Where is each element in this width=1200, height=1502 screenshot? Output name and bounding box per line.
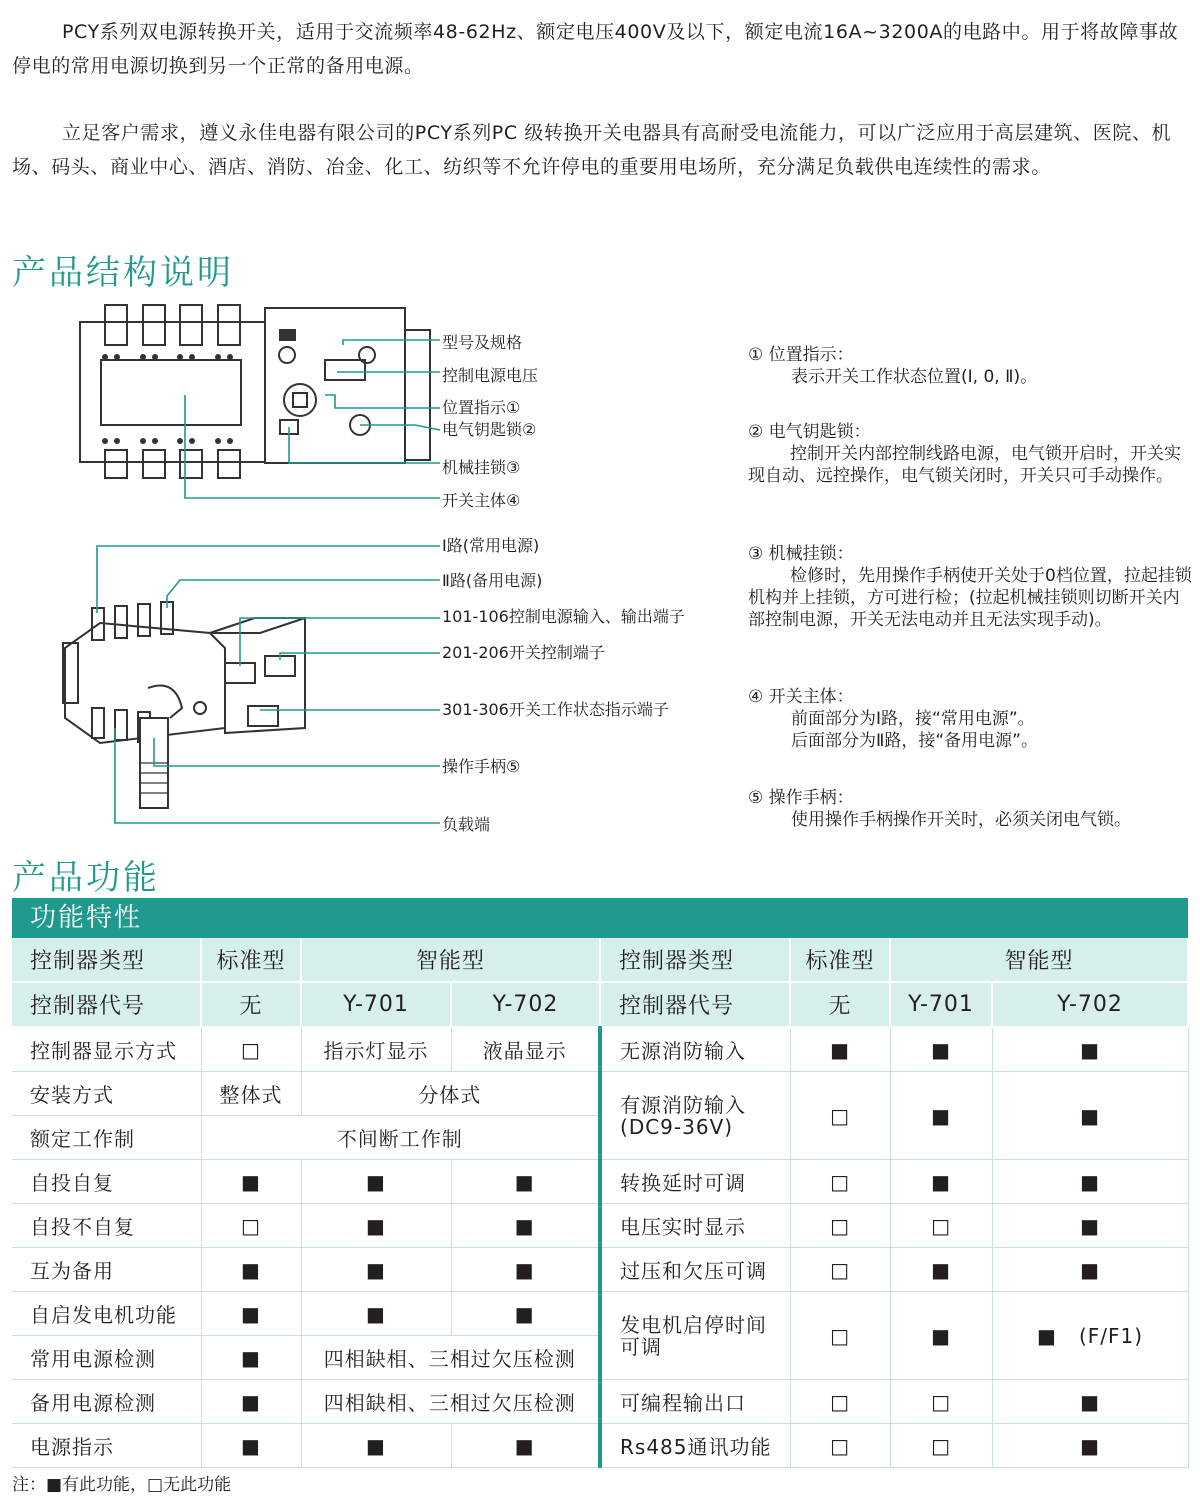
table-row: 自投不自复 □ ■ ■ 电压实时显示 □ □ ■: [12, 1204, 1188, 1248]
table-row: 互为备用 ■ ■ ■ 过压和欠压可调 □ ■ ■: [12, 1248, 1188, 1292]
table-row: 控制器显示方式 □ 指示灯显示 液晶显示 无源消防输入 ■ ■ ■: [12, 1027, 1188, 1072]
label-terminals-301-306: 301-306开关工作状态指示端子: [442, 700, 669, 719]
label-terminals-201-206: 201-206开关控制端子: [442, 643, 605, 662]
label-switch-body: 开关主体④: [442, 491, 521, 510]
label-load-end: 负载端: [442, 815, 491, 834]
table-row: 安装方式 整体式 分体式 有源消防输入 (DC9-36V) □ ■ ■: [12, 1072, 1188, 1116]
intro-paragraph-2: 立足客户需求，遵义永佳电器有限公司的PCY系列PC 级转换开关电器具有高耐受电流能力，可以广泛应用于高层建筑、医院、机场、码头、商业中心、酒店、消防、冶金、化工、纺织等不允许停电的重要用电场所，充分满足负载供电连续性的需求。: [12, 122, 1172, 178]
label-control-voltage: 控制电源电压: [442, 366, 539, 385]
desc-mechanical-padlock: ③ 机械挂锁： 检修时，先用操作手柄使开关处于0档位置，拉起挂锁机构并上挂锁，方可进行检；(拉起机械挂锁则切断开关内部控制电源，开关无法电动并且无法实现手动)。: [748, 544, 1192, 630]
label-model-spec: 型号及规格: [442, 333, 523, 352]
table-row: 电源指示 ■ ■ ■ Rs485通讯功能 □ □ ■: [12, 1424, 1188, 1468]
table-header-row-code: 控制器代号 无 Y-701 Y-702 控制器代号 无 Y-701 Y-702: [12, 982, 1188, 1027]
table-header-row-type: 控制器类型 标准型 智能型 控制器类型 标准型 智能型: [12, 938, 1188, 982]
table-row: 常用电源检测 ■ 四相缺相、三相过欠压检测: [12, 1336, 1188, 1380]
label-mechanical-padlock: 机械挂锁③: [442, 458, 521, 477]
table-row: 自投自复 ■ ■ ■ 转换延时可调 □ ■ ■: [12, 1160, 1188, 1204]
table-row: 备用电源检测 ■ 四相缺相、三相过欠压检测 可编程输出口 □ □ ■: [12, 1380, 1188, 1424]
switch-side-view-illustration: [60, 538, 445, 838]
desc-position-indicator: ① 位置指示： 表示开关工作状态位置(Ⅰ, 0, Ⅱ)。: [748, 345, 1038, 387]
intro-paragraph-1: PCY系列双电源转换开关，适用于交流频率48-62Hz、额定电压400V及以下，额定电流16A~3200A的电路中。用于将故障事故停电的常用电源切换到另一个正常的备用电源。: [12, 21, 1179, 77]
label-line-2-backup-power: Ⅱ路(备用电源): [442, 571, 543, 590]
label-electric-key-lock: 电气钥匙锁②: [442, 420, 537, 439]
desc-operating-handle: ⑤ 操作手柄： 使用操作手柄操作开关时，必须关闭电气锁。: [748, 788, 1131, 830]
table-legend-note: 注：■有此功能，□无此功能: [12, 1475, 232, 1495]
label-terminals-101-106: 101-106控制电源输入、输出端子: [442, 607, 685, 626]
label-position-indicator: 位置指示①: [442, 398, 521, 417]
table-row: 自启发电机功能 ■ ■ ■ 发电机启停时间 可调 □ ■ ■ (F/F1): [12, 1292, 1188, 1336]
section-title-function: 产品功能: [12, 858, 160, 898]
table-row: 额定工作制 不间断工作制: [12, 1116, 1188, 1160]
table-title: 功能特性: [12, 898, 1188, 938]
label-operating-handle: 操作手柄⑤: [442, 757, 521, 776]
desc-electric-key-lock: ② 电气钥匙锁： 控制开关内部控制线路电源，电气锁开启时，开关实现自动、远控操作，电气锁关闭时，开关只可手动操作。: [748, 422, 1181, 486]
function-table: [12, 898, 1188, 1468]
desc-switch-body: ④ 开关主体： 前面部分为Ⅰ路，接“常用电源”。 后面部分为Ⅱ路，接“备用电源”。: [748, 687, 1038, 751]
label-line-1-normal-power: Ⅰ路(常用电源): [442, 536, 540, 555]
section-title-structure: 产品结构说明: [12, 253, 234, 293]
